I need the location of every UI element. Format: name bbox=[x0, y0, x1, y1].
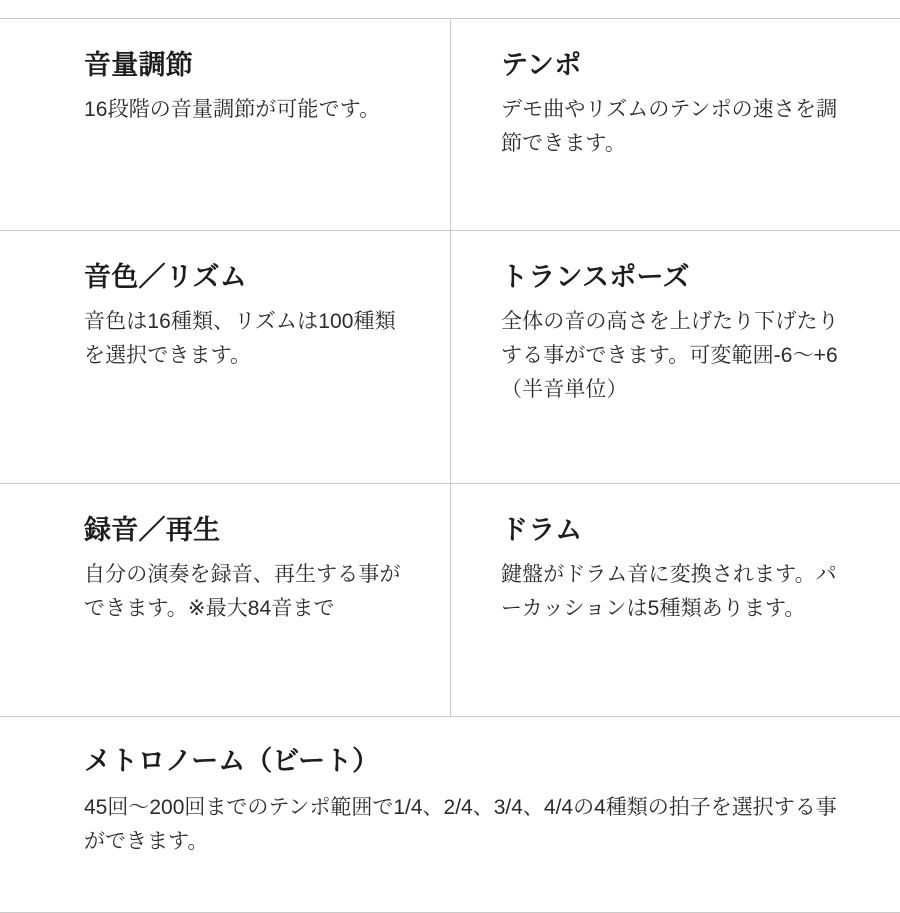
feature-description: デモ曲やリズムのテンポの速さを調節できます。 bbox=[501, 97, 838, 155]
feature-cell-tone-rhythm bbox=[0, 231, 450, 483]
feature-description: 全体の音の高さを上げたり下げたりする事ができます。可変範囲-6〜+6（半音単位） bbox=[501, 309, 839, 401]
feature-title: テンポ bbox=[501, 50, 582, 80]
feature-title: メトロノーム（ビート） bbox=[84, 746, 380, 776]
feature-description: 鍵盤がドラム音に変換されます。パーカッションは5種類あります。 bbox=[501, 562, 837, 620]
feature-title: 音量調節 bbox=[84, 50, 194, 80]
feature-cell-drum bbox=[450, 484, 900, 716]
feature-description: 45回〜200回までのテンポ範囲で1/4、2/4、3/4、4/4の4種類の拍子を選択する事ができます。 bbox=[84, 795, 837, 853]
feature-cell-volume bbox=[0, 19, 450, 230]
feature-grid bbox=[0, 18, 900, 913]
feature-cell-tempo bbox=[450, 19, 900, 230]
feature-cell-record-play bbox=[0, 484, 450, 716]
feature-description: 自分の演奏を録音、再生する事ができます。※最大84音まで bbox=[84, 562, 401, 620]
feature-cell-transpose bbox=[450, 231, 900, 483]
feature-row bbox=[0, 231, 900, 484]
feature-title: 録音／再生 bbox=[84, 515, 221, 545]
feature-cell-metronome bbox=[0, 717, 900, 913]
top-spacer bbox=[0, 0, 900, 18]
feature-row bbox=[0, 484, 900, 717]
feature-title: 音色／リズム bbox=[84, 262, 248, 292]
feature-description: 音色は16種類、リズムは100種類を選択できます。 bbox=[84, 309, 396, 367]
feature-title: トランスポーズ bbox=[501, 262, 690, 292]
feature-title: ドラム bbox=[501, 515, 583, 545]
feature-description: 16段階の音量調節が可能です。 bbox=[84, 97, 381, 121]
feature-row bbox=[0, 18, 900, 231]
